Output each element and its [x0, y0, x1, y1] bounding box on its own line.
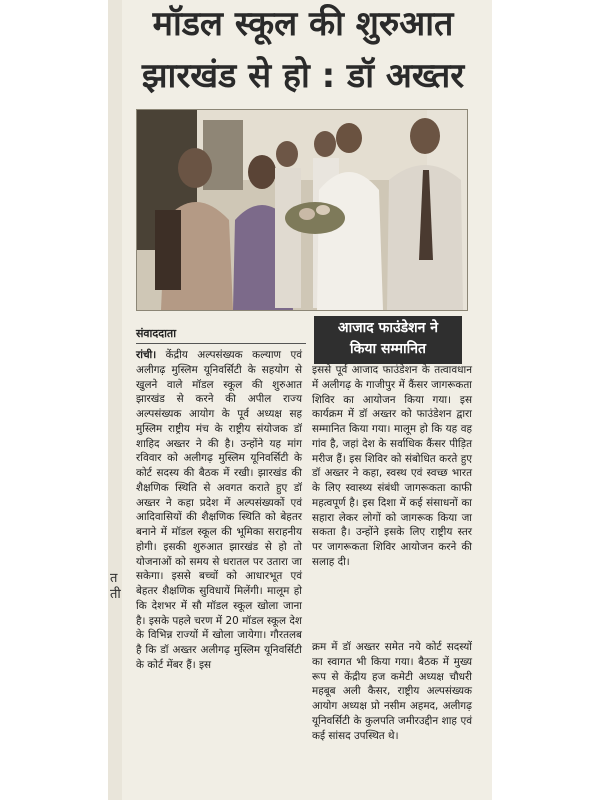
headline-line-1: मॉडल स्कूल की शुरुआत	[152, 4, 454, 44]
subheading-line-2: किया सम्मानित	[349, 341, 427, 357]
article-paragraph	[136, 348, 302, 673]
article-right-column-continued	[312, 640, 472, 743]
subheading-line-1: आजाद फाउंडेशन ने	[337, 320, 439, 336]
news-photo	[136, 109, 468, 311]
byline: संवाददाता	[136, 327, 177, 340]
adjacent-column-fragment: त	[110, 571, 118, 586]
adjacent-column-fragment: ती	[110, 587, 121, 602]
byline-divider	[136, 343, 306, 344]
adjacent-column-strip	[108, 0, 122, 800]
article-paragraph: क्रम में डॉ अख्तर समेत नये कोर्ट सदस्यों का स्वागत भी किया गया। बैठक में मुख्य रूप से केंद्रीय हज कमेटी अध्यक्ष चौधरी महबूब अली कैसर, राष्ट्रीय अल्पसंख्यक आयोग अध्यक्ष प्रो नसीम अहमद, अलीगढ़ यूनिवर्सिटी के कुलपति जमीरउद्दीन शाह एवं कई सांसद उपस्थित थे।	[312, 641, 472, 742]
headline-line-2: झारखंड से हो : डॉ अख्तर	[141, 56, 465, 96]
subheading-box	[314, 316, 462, 364]
dateline: रांची।	[136, 349, 157, 361]
article-text: केंद्रीय अल्पसंख्यक कल्याण एवं अलीगढ़ मुस्लिम यूनिवर्सिटी के सहयोग से खुलने वाले मॉडल स्कूल की शुरुआत झारखंड से करने की अपील राज्य अल्पसंख्यक आयोग के पूर्व अध्यक्ष सह मुस्लिम राष्ट्रीय मंच के राष्ट्रीय संयोजक डॉ शाहिद अख्तर ने की है। उन्होंने यह मांग रविवार को अलीगढ़ मुस्लिम यूनिवर्सिटी के कोर्ट सदस्य की बैठक में रखी। झारखंड की शैक्षणिक स्थिति से अवगत कराते हुए डॉ अख्तर ने कहा प्रदेश में अल्पसंख्यकों एवं आदिवासियों की शैक्षणिक स्थिति को बेहतर बनाने में मॉडल स्कूल की भूमिका सराहनीय होगी। इसकी शुरुआत झारखंड से हो तो योजनाओं को समय से धरातल पर उतारा जा सकेगा। इससे बच्चों को आधारभूत एवं बेहतर शैक्षणिक सुविधायें मिलेंगी। मालूम हो कि देशभर में सौ मॉडल स्कूल खोला जाना है। इसके पहले चरण में 20 मॉडल स्कूल देश के विभिन्न राज्यों में खोला जायेगा। गौरतलब है कि डॉ अख्तर अलीगढ़ मुस्लिम यूनिवर्सिटी के कोर्ट मेंबर हैं। इस	[136, 349, 302, 671]
article-left-column	[136, 348, 302, 673]
article-paragraph: इससे पूर्व आजाद फाउंडेशन के तत्वावधान में अलीगढ़ के गाजीपुर में कैंसर जागरूकता शिविर का आयोजन किया गया। इस कार्यक्रम में डॉ अख्तर को फाउंडेशन द्वारा सम्मानित किया गया। मालूम हो कि यह वह गांव है, जहां देश के सर्वाधिक कैंसर पीड़ित मरीज हैं। इस शिविर को संबोधित करते हुए डॉ अख्तर ने कहा, स्वस्थ एवं स्वच्छ भारत के लिए स्वास्थ्य संबंधी जागरूकता काफी महत्वपूर्ण है। इस दिशा में कई संसाधनों का सहारा लेकर लोगों को जागरूक किया जा सकता है। उन्होंने इसके लिए राष्ट्रीय स्तर पर जागरूकता शिविर आयोजन करने की सलाह दी।	[312, 364, 472, 568]
photo-illustration	[137, 110, 467, 310]
article-right-column	[312, 363, 472, 570]
